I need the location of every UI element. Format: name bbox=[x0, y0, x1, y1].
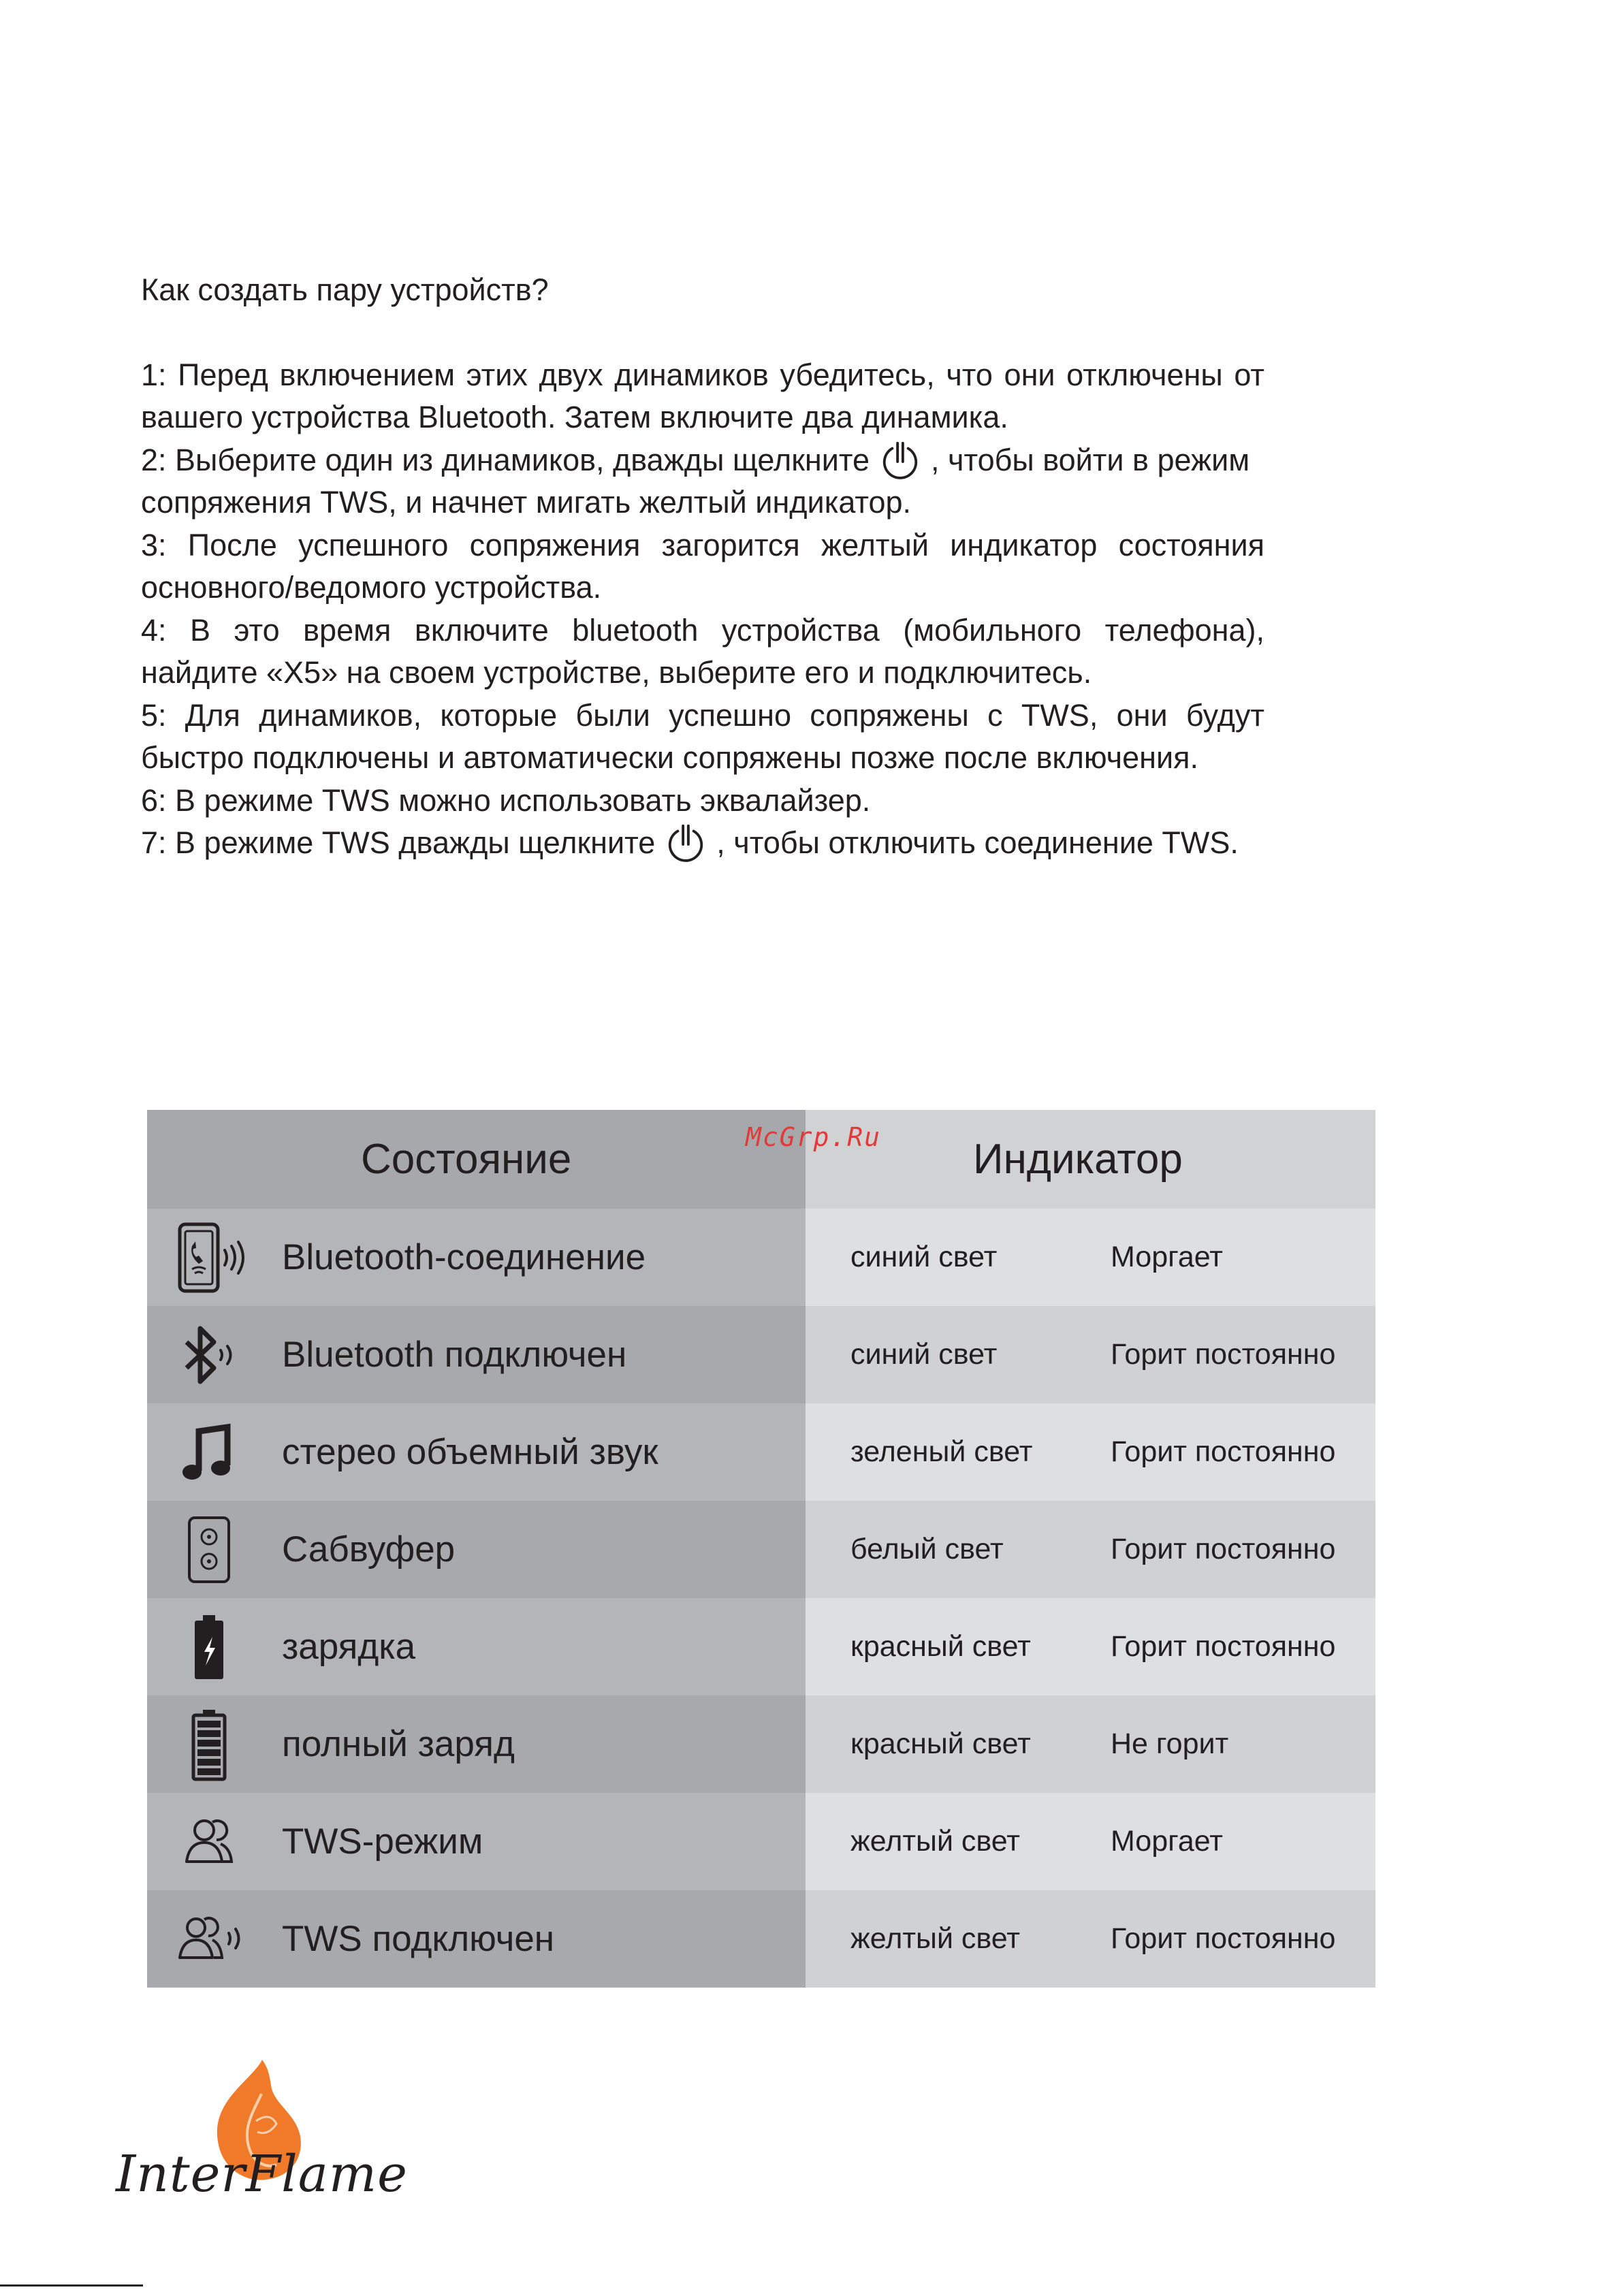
step-1: 1: Перед включением этих двух динамиков убедитесь, что они отключены от вашего устройства Bluetooth. Затем включите два динамика. bbox=[141, 357, 1264, 434]
table-row bbox=[147, 1890, 1375, 1988]
header-state: Состояние bbox=[147, 1110, 806, 1209]
light-color: синий свет bbox=[806, 1209, 1086, 1306]
step-5: 5: Для динамиков, которые были успешно сопряжены с TWS, они будут быстро подключены и автоматически сопряжены позже после включения. bbox=[141, 697, 1264, 775]
light-mode: Моргает bbox=[1086, 1209, 1375, 1306]
light-color: желтый свет bbox=[806, 1890, 1086, 1988]
table-row bbox=[147, 1598, 1375, 1695]
state-label: TWS-режим bbox=[282, 1821, 483, 1862]
battery-charging-icon bbox=[172, 1610, 246, 1685]
music-note-icon bbox=[172, 1415, 246, 1490]
light-mode: Горит постоянно bbox=[1086, 1501, 1375, 1598]
light-mode: Горит постоянно bbox=[1086, 1890, 1375, 1988]
state-label: Bluetooth-соединение bbox=[282, 1237, 646, 1277]
phone-call-icon bbox=[172, 1220, 246, 1295]
watermark: McGrp.Ru bbox=[746, 1122, 882, 1152]
light-color: красный свет bbox=[806, 1695, 1086, 1793]
light-mode: Горит постоянно bbox=[1086, 1598, 1375, 1695]
step-2: 2: Выберите один из динамиков, дважды щелкните , чтобы войти в режим сопряжения TWS, и начнет мигать желтый индикатор. bbox=[141, 439, 1264, 524]
light-color: белый свет bbox=[806, 1501, 1086, 1598]
state-label: зарядка bbox=[282, 1627, 416, 1667]
step-3: 3: После успешного сопряжения загорится желтый индикатор состояния основного/ведомого устройства. bbox=[141, 527, 1264, 605]
state-label: стерео объемный звук bbox=[282, 1432, 658, 1472]
state-label: полный заряд bbox=[282, 1724, 515, 1764]
divider bbox=[0, 2284, 143, 2287]
battery-full-icon bbox=[172, 1707, 246, 1782]
brand-logo bbox=[116, 2053, 408, 2230]
light-mode: Горит постоянно bbox=[1086, 1306, 1375, 1403]
table-row bbox=[147, 1209, 1375, 1306]
step-4: 4: В это время включите bluetooth устройства (мобильного телефона), найдите «X5» на своем устройстве, выберите его и подключитесь. bbox=[141, 612, 1264, 690]
power-icon bbox=[665, 822, 707, 864]
status-table bbox=[147, 1110, 1375, 1988]
light-color: синий свет bbox=[806, 1306, 1086, 1403]
state-label: TWS подключен bbox=[282, 1919, 555, 1959]
table-row bbox=[147, 1695, 1375, 1793]
logo-text: InterFlame bbox=[116, 2145, 408, 2203]
table-row bbox=[147, 1793, 1375, 1890]
light-color: зеленый свет bbox=[806, 1403, 1086, 1501]
flame-logo-icon bbox=[116, 2053, 408, 2230]
subwoofer-icon bbox=[172, 1512, 246, 1587]
light-mode: Не горит bbox=[1086, 1695, 1375, 1793]
light-color: желтый свет bbox=[806, 1793, 1086, 1890]
state-label: Bluetooth подключен bbox=[282, 1335, 627, 1375]
light-color: красный свет bbox=[806, 1598, 1086, 1695]
instructions bbox=[141, 269, 1264, 865]
table-row bbox=[147, 1403, 1375, 1501]
table-row bbox=[147, 1501, 1375, 1598]
table-row bbox=[147, 1306, 1375, 1403]
power-icon bbox=[879, 439, 921, 481]
header-indicator: Индикатор bbox=[806, 1110, 1375, 1209]
tws-users-icon bbox=[172, 1804, 246, 1879]
tws-connected-icon bbox=[172, 1902, 246, 1977]
light-mode: Горит постоянно bbox=[1086, 1403, 1375, 1501]
light-mode: Моргает bbox=[1086, 1793, 1375, 1890]
instructions-heading: Как создать пару устройств? bbox=[141, 272, 549, 307]
step-7: 7: В режиме TWS дважды щелкните , чтобы отключить соединение TWS. bbox=[141, 822, 1264, 865]
step-6: 6: В режиме TWS можно использовать эквалайзер. bbox=[141, 782, 871, 818]
bluetooth-icon bbox=[172, 1318, 246, 1392]
state-label: Сабвуфер bbox=[282, 1529, 456, 1570]
